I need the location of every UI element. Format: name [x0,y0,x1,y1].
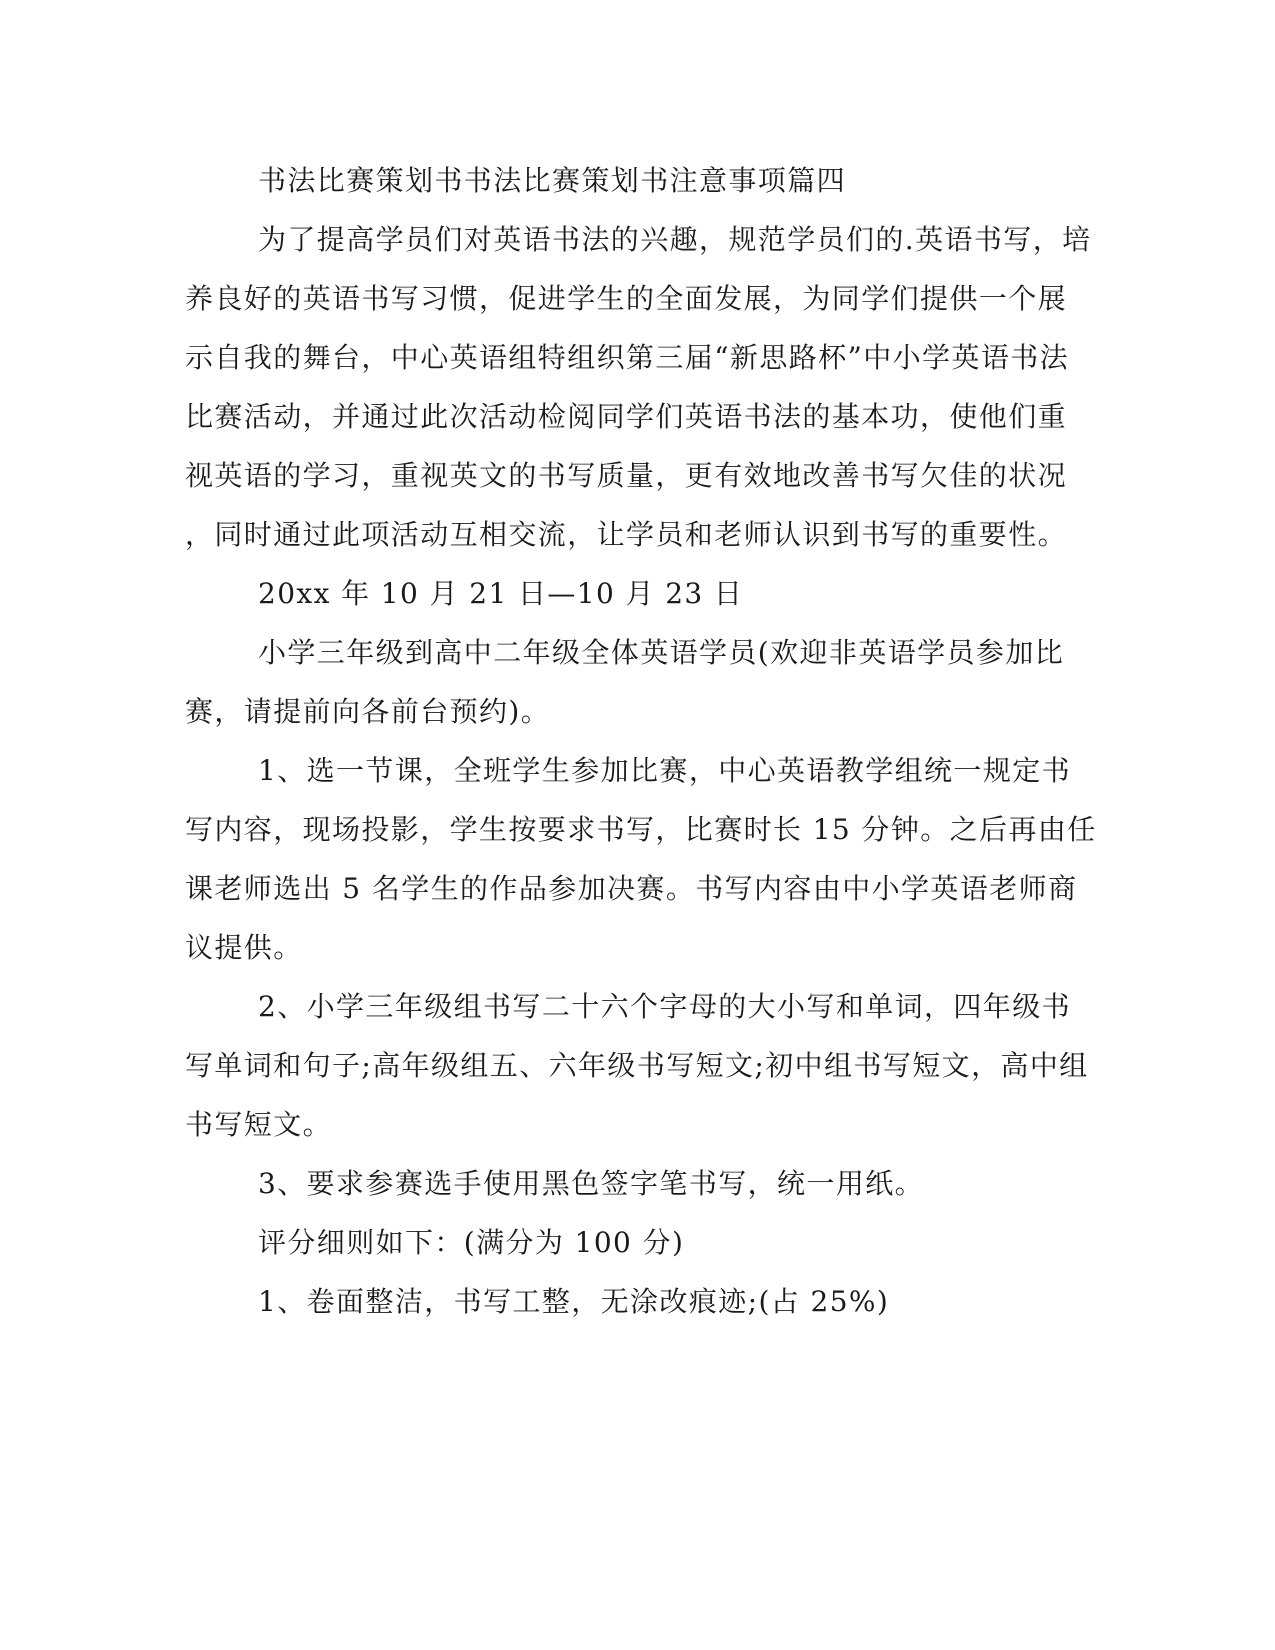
scoring-item-1: 1、卷面整洁，书写工整，无涂改痕迹;(占 25%) [258,1285,890,1318]
item1-line-1: 1、选一节课，全班学生参加比赛，中心英语教学组统一规定书 [258,754,1072,787]
intro-line-5: 视英语的学习，重视英文的书写质量，更有效地改善书写欠佳的状况 [185,459,1068,492]
item2-line-2: 写单词和句子;高年级组五、六年级书写短文;初中组书写短文，高中组 [185,1049,1089,1082]
item1-line-3: 课老师选出 5 名学生的作品参加决赛。书写内容由中小学英语老师商 [185,872,1078,905]
event-date: 20xx 年 10 月 21 日—10 月 23 日 [258,577,744,610]
item1-line-2: 写内容，现场投影，学生按要求书写，比赛时长 15 分钟。之后再由任 [185,813,1097,846]
document-title: 书法比赛策划书书法比赛策划书注意事项篇四 [258,164,847,197]
intro-line-4: 比赛活动，并通过此次活动检阅同学们英语书法的基本功，使他们重 [185,400,1068,433]
intro-line-1: 为了提高学员们对英语书法的兴趣，规范学员们的.英语书写，培 [258,223,1092,256]
participants-line-1: 小学三年级到高中二年级全体英语学员(欢迎非英语学员参加比 [258,636,1065,669]
item1-line-4: 议提供。 [185,931,303,964]
item2-line-3: 书写短文。 [185,1108,333,1141]
intro-line-3: 示自我的舞台，中心英语组特组织第三届“新思路杯”中小学英语书法 [185,341,1070,374]
item2-line-1: 2、小学三年级组书写二十六个字母的大小写和单词，四年级书 [258,990,1072,1023]
intro-line-2: 养良好的英语书写习惯，促进学生的全面发展，为同学们提供一个展 [185,282,1068,315]
scoring-title: 评分细则如下：(满分为 100 分) [258,1226,685,1259]
participants-line-2: 赛，请提前向各前台预约)。 [185,695,551,728]
item3-line: 3、要求参赛选手使用黑色签字笔书写，统一用纸。 [258,1167,925,1200]
intro-line-6: ，同时通过此项活动互相交流，让学员和老师认识到书写的重要性。 [185,518,1068,551]
